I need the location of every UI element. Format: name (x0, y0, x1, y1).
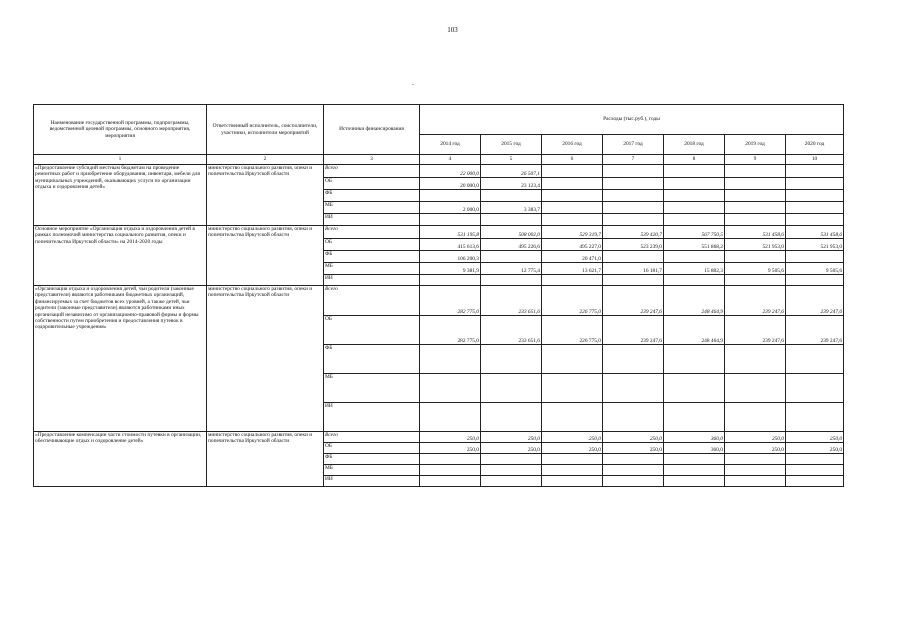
amount-cell (786, 443, 844, 454)
amount-cell (420, 165, 481, 178)
amount-value: 529 319,7 (579, 231, 601, 238)
funding-source: ФБ (324, 251, 420, 263)
table-row (34, 286, 844, 316)
amount-value: 248 464,9 (701, 337, 723, 344)
amount-value: 250,0 (649, 446, 662, 453)
amount-cell (542, 190, 603, 202)
amount-cell (664, 251, 725, 263)
amount-cell (725, 202, 786, 214)
amount-value: 3 383,7 (523, 206, 540, 213)
amount-cell (481, 476, 542, 487)
amount-cell (603, 443, 664, 454)
amount-cell (664, 286, 725, 316)
amount-cell (481, 403, 542, 432)
amount-cell (420, 286, 481, 316)
amount-cell (664, 178, 725, 190)
amount-value: 16 181,7 (643, 267, 662, 274)
amount-cell (786, 403, 844, 432)
amount-cell (420, 432, 481, 443)
amount-value: 521 953,0 (820, 243, 843, 250)
amount-cell (481, 432, 542, 443)
funding-source: ОБ (324, 239, 420, 251)
page-number: 103 (447, 26, 458, 34)
activity-name: Основное мероприятие «Организация отдыха и оздоровления детей в рамках полномочий министерства социального развития, опеки и попечительства Иркутской области» на 2014-2020 годы (34, 226, 207, 286)
amount-cell (542, 476, 603, 487)
amount-cell (664, 316, 725, 345)
amount-value: 415 613,6 (457, 243, 479, 250)
amount-cell (725, 190, 786, 202)
amount-value: 250,0 (466, 446, 479, 453)
amount-cell (786, 275, 844, 286)
table-row (34, 165, 844, 178)
amount-value: 495 226,6 (518, 243, 540, 250)
amount-cell (664, 403, 725, 432)
amount-cell (603, 190, 664, 202)
amount-cell (481, 345, 542, 374)
header-year: 2014 год (420, 135, 481, 155)
amount-value: 250,0 (527, 446, 540, 453)
amount-cell (481, 275, 542, 286)
amount-cell (542, 202, 603, 214)
amount-cell (664, 476, 725, 487)
amount-cell (725, 465, 786, 476)
header-executor: Ответственный исполнитель, соисполнители, участники, исполнители мероприятий (207, 105, 324, 155)
amount-cell (725, 476, 786, 487)
amount-cell (481, 286, 542, 316)
amount-cell (786, 178, 844, 190)
budget-table (33, 104, 844, 487)
amount-value: 9 505,6 (825, 267, 843, 274)
amount-cell (725, 316, 786, 345)
funding-source: ОБ (324, 443, 420, 454)
amount-value: 233 651,6 (518, 337, 540, 344)
amount-cell (481, 239, 542, 251)
amount-cell (542, 239, 603, 251)
funding-source: ИИ (324, 275, 420, 286)
amount-value: 360,0 (710, 435, 723, 442)
amount-value: 226 775,0 (579, 337, 601, 344)
amount-cell (420, 263, 481, 275)
amount-cell (420, 214, 481, 226)
amount-cell (420, 226, 481, 239)
amount-cell (786, 239, 844, 251)
column-number: 5 (481, 155, 542, 165)
amount-cell (603, 403, 664, 432)
amount-cell (603, 286, 664, 316)
amount-cell (603, 165, 664, 178)
column-number: 9 (725, 155, 786, 165)
amount-cell (725, 239, 786, 251)
amount-value: 539 420,7 (640, 231, 662, 238)
amount-cell (664, 226, 725, 239)
amount-value: 239 247,6 (820, 337, 843, 344)
amount-cell (420, 374, 481, 403)
amount-cell (603, 454, 664, 465)
amount-cell (603, 275, 664, 286)
executor: министерство социального развития, опеки и попечительства Иркутской области (207, 226, 324, 286)
header-year: 2018 год (664, 135, 725, 155)
amount-cell (664, 165, 725, 178)
column-number: 10 (786, 155, 844, 165)
amount-cell (603, 345, 664, 374)
header-year: 2020 год (786, 135, 844, 155)
amount-cell (420, 345, 481, 374)
amount-value: 239 247,6 (762, 308, 784, 315)
header-source: Источники финансирования (324, 105, 420, 155)
amount-cell (664, 275, 725, 286)
amount-cell (603, 432, 664, 443)
amount-cell (786, 454, 844, 465)
amount-value: 15 882,3 (704, 267, 723, 274)
header-name: Наименование государственной программы, подпрограммы, ведомственной целевой программы, основного мероприятия, мероприятия (34, 105, 207, 155)
amount-value: 13 621,7 (582, 267, 601, 274)
amount-cell (420, 239, 481, 251)
amount-cell (542, 178, 603, 190)
amount-cell (603, 263, 664, 275)
amount-value: 531 458,6 (820, 231, 843, 238)
amount-value: 531 195,8 (457, 231, 479, 238)
amount-value: 360,0 (710, 446, 723, 453)
amount-cell (603, 374, 664, 403)
amount-cell (786, 214, 844, 226)
funding-source: ФБ (324, 345, 420, 374)
amount-cell (420, 465, 481, 476)
amount-cell (786, 374, 844, 403)
amount-cell (481, 465, 542, 476)
amount-cell (542, 374, 603, 403)
amount-cell (725, 214, 786, 226)
amount-value: 2 000,0 (462, 206, 479, 213)
executor: министерство социального развития, опеки и попечительства Иркутской области (207, 286, 324, 432)
amount-cell (420, 251, 481, 263)
amount-value: 567 750,5 (701, 231, 723, 238)
amount-cell (603, 316, 664, 345)
amount-cell (664, 454, 725, 465)
amount-cell (786, 432, 844, 443)
header-year: 2017 год (603, 135, 664, 155)
amount-value: 282 775,0 (457, 308, 479, 315)
amount-cell (725, 263, 786, 275)
scan-speck (412, 84, 414, 85)
funding-source: МБ (324, 263, 420, 275)
amount-cell (420, 190, 481, 202)
amount-cell (542, 275, 603, 286)
table-row (34, 432, 844, 443)
funding-source: ФБ (324, 190, 420, 202)
amount-cell (603, 202, 664, 214)
amount-cell (725, 345, 786, 374)
funding-source: Всего (324, 226, 420, 239)
amount-cell (481, 454, 542, 465)
amount-value: 250,0 (588, 435, 601, 442)
amount-value: 531 458,6 (762, 231, 784, 238)
amount-value: 239 247,6 (640, 308, 662, 315)
amount-value: 239 247,6 (762, 337, 784, 344)
funding-source: МБ (324, 465, 420, 476)
executor: министерство социального развития, опеки и попечительства Иркутской области (207, 165, 324, 226)
amount-value: 523 239,0 (640, 243, 662, 250)
header-expenses: Расходы (тыс.руб.), годы (420, 105, 844, 135)
amount-value: 250,0 (829, 435, 843, 442)
amount-cell (725, 374, 786, 403)
amount-cell (420, 403, 481, 432)
amount-cell (725, 178, 786, 190)
amount-cell (481, 202, 542, 214)
funding-source: Всего (324, 286, 420, 316)
activity-name: «Организация отдыха и оздоровления детей, чьи родители (законные представители) являются работниками бюджетных организаций, финансируемых за счет бюджетов всех уровней, а также детей, чьи родители (законные представители) являются работниками иных организаций независимо от организационно-правовой формы и формы собственности путем приобретения и предоставления путевок в оздоровительные учреждения» (34, 286, 207, 432)
amount-cell (786, 345, 844, 374)
amount-cell (664, 214, 725, 226)
amount-cell (542, 443, 603, 454)
amount-value: 521 953,0 (762, 243, 784, 250)
column-number: 2 (207, 155, 324, 165)
funding-source: ОБ (324, 178, 420, 190)
amount-cell (420, 476, 481, 487)
amount-cell (481, 226, 542, 239)
column-number-row (34, 155, 844, 165)
amount-cell (542, 316, 603, 345)
amount-cell (664, 465, 725, 476)
amount-value: 508 002,0 (518, 231, 540, 238)
amount-cell (664, 443, 725, 454)
column-number: 7 (603, 155, 664, 165)
amount-cell (481, 178, 542, 190)
amount-value: 250,0 (649, 435, 662, 442)
amount-cell (542, 345, 603, 374)
amount-value: 23 123,4 (521, 182, 540, 189)
amount-value: 250,0 (771, 446, 784, 453)
funding-source: МБ (324, 202, 420, 214)
column-number: 8 (664, 155, 725, 165)
amount-cell (420, 443, 481, 454)
amount-cell (542, 454, 603, 465)
amount-cell (603, 465, 664, 476)
amount-cell (664, 345, 725, 374)
amount-cell (664, 263, 725, 275)
amount-cell (725, 165, 786, 178)
amount-cell (542, 251, 603, 263)
header-year: 2016 год (542, 135, 603, 155)
amount-cell (664, 190, 725, 202)
amount-cell (603, 476, 664, 487)
amount-cell (481, 251, 542, 263)
amount-cell (481, 374, 542, 403)
amount-cell (725, 286, 786, 316)
funding-source: Всего (324, 432, 420, 443)
column-number: 1 (34, 155, 207, 165)
amount-cell (542, 432, 603, 443)
amount-cell (786, 165, 844, 178)
amount-cell (420, 202, 481, 214)
activity-name: «Предоставление компенсации части стоимости путевки в организации, обеспечивающие отдых и оздоровление детей» (34, 432, 207, 487)
amount-cell (542, 263, 603, 275)
amount-value: 250,0 (829, 446, 843, 453)
amount-cell (786, 226, 844, 239)
header-year: 2019 год (725, 135, 786, 155)
amount-cell (481, 443, 542, 454)
amount-cell (542, 465, 603, 476)
table-row (34, 226, 844, 239)
funding-source: ОБ (324, 316, 420, 345)
amount-cell (786, 286, 844, 316)
amount-value: 233 651,6 (518, 308, 540, 315)
executor: министерство социального развития, опеки и попечительства Иркутской области (207, 432, 324, 487)
amount-value: 20 471,0 (582, 255, 601, 262)
amount-cell (542, 214, 603, 226)
amount-cell (664, 374, 725, 403)
header-year: 2015 год (481, 135, 542, 155)
amount-cell (420, 275, 481, 286)
amount-value: 26 507,1 (521, 170, 540, 177)
amount-value: 239 247,6 (640, 337, 662, 344)
amount-cell (481, 214, 542, 226)
amount-value: 9 381,9 (462, 267, 479, 274)
column-number: 4 (420, 155, 481, 165)
amount-value: 250,0 (466, 435, 479, 442)
amount-value: 239 247,6 (820, 308, 843, 315)
column-number: 6 (542, 155, 603, 165)
amount-cell (603, 226, 664, 239)
amount-cell (725, 454, 786, 465)
amount-value: 106 200,3 (457, 255, 479, 262)
amount-value: 250,0 (771, 435, 784, 442)
amount-value: 248 464,9 (701, 308, 723, 315)
amount-cell (481, 316, 542, 345)
amount-cell (420, 454, 481, 465)
amount-cell (725, 251, 786, 263)
amount-cell (664, 239, 725, 251)
amount-cell (481, 263, 542, 275)
column-number: 3 (324, 155, 420, 165)
amount-cell (725, 432, 786, 443)
amount-value: 9 505,6 (767, 267, 784, 274)
funding-source: Всего (324, 165, 420, 178)
amount-value: 250,0 (527, 435, 540, 442)
funding-source: ИИ (324, 403, 420, 432)
amount-cell (603, 178, 664, 190)
amount-value: 20 000,0 (460, 182, 479, 189)
amount-value: 282 775,0 (457, 337, 479, 344)
funding-source: МБ (324, 374, 420, 403)
amount-cell (542, 226, 603, 239)
amount-value: 22 000,0 (460, 170, 479, 177)
amount-value: 495 227,0 (579, 243, 601, 250)
amount-cell (786, 190, 844, 202)
amount-cell (420, 316, 481, 345)
funding-source: ИИ (324, 214, 420, 226)
funding-source: ИИ (324, 476, 420, 487)
amount-cell (542, 165, 603, 178)
amount-cell (725, 403, 786, 432)
amount-cell (786, 263, 844, 275)
amount-cell (786, 476, 844, 487)
activity-name: «Предоставление субсидий местным бюджетам на проведение ремонтных работ и приобретение оборудования, инвентаря, мебели для муниципальных учреждений, оказывающих услуги по организации отдыха и оздоровления детей» (34, 165, 207, 226)
amount-cell (603, 214, 664, 226)
amount-cell (603, 251, 664, 263)
amount-cell (725, 443, 786, 454)
amount-cell (664, 432, 725, 443)
amount-value: 250,0 (588, 446, 601, 453)
amount-value: 226 775,0 (579, 308, 601, 315)
amount-cell (481, 190, 542, 202)
amount-cell (481, 165, 542, 178)
amount-value: 12 775,4 (521, 267, 540, 274)
amount-cell (664, 202, 725, 214)
amount-cell (725, 226, 786, 239)
amount-cell (786, 465, 844, 476)
amount-cell (786, 202, 844, 214)
amount-cell (603, 239, 664, 251)
amount-cell (542, 403, 603, 432)
amount-cell (786, 316, 844, 345)
amount-cell (420, 178, 481, 190)
amount-cell (786, 251, 844, 263)
funding-source: ФБ (324, 454, 420, 465)
amount-cell (542, 286, 603, 316)
amount-cell (725, 275, 786, 286)
amount-value: 551 868,2 (701, 243, 723, 250)
